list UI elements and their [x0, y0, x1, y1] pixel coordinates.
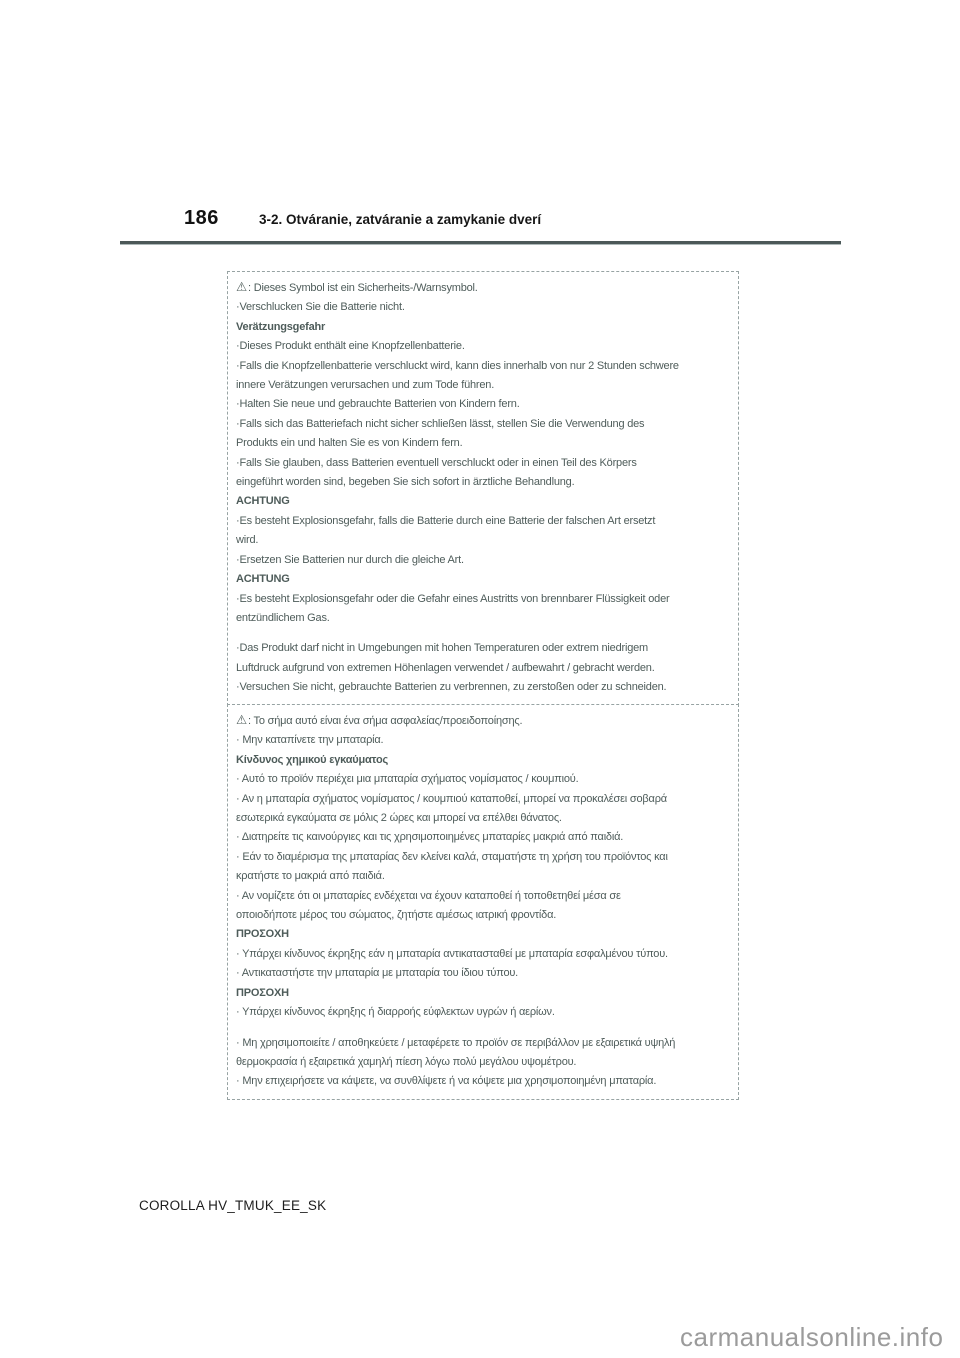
- text-line: · Αν η μπαταρία σχήματος νομίσματος / κουμπιού καταποθεί, μπορεί να προκαλέσει σοβαρά: [236, 792, 667, 805]
- watermark-text: carmanualsonline.info: [680, 1322, 944, 1352]
- text-line: innere Verätzungen verursachen und zum Tode führen.: [236, 379, 495, 392]
- text-line: ·Dieses Produkt enthält eine Knopfzellenbatterie.: [236, 340, 465, 353]
- text-line: · Εάν το διαμέρισμα της μπαταρίας δεν κλείνει καλά, σταματήστε τη χρήση του προϊόντος και: [236, 850, 668, 863]
- text-line: · Υπάρχει κίνδυνος έκρηξης εάν η μπαταρία αντικατασταθεί με μπαταρία εσφαλμένου τύπου.: [236, 947, 668, 960]
- text-line: · Αντικαταστήστε την μπαταρία με μπαταρία του ίδιου τύπου.: [236, 967, 519, 980]
- warning-triangle-icon: ⚠: [236, 713, 248, 727]
- warning-box-greek: [227, 704, 739, 1100]
- text-line: · Διατηρείτε τις καινούργιες και τις χρησιμοποιημένες μπαταρίες μακριά από παιδιά.: [236, 831, 624, 844]
- warning-symbol-line: [236, 711, 736, 731]
- text-line: · Μην επιχειρήσετε να κάψετε, να συνθλίψετε ή να κόψετε μια χρησιμοποιημένη μπαταρία.: [236, 1075, 657, 1088]
- text-line: : Dieses Symbol ist ein Sicherheits-/Warnsymbol.: [248, 282, 478, 294]
- document-code: COROLLA HV_TMUK_EE_SK: [139, 1198, 327, 1213]
- warning-box-german: [227, 271, 739, 706]
- text-line: θερμοκρασία ή εξαιρετικά χαμηλή πίεση λόγω πολύ μεγάλου υψομέτρου.: [236, 1055, 577, 1068]
- text-line: wird.: [236, 534, 259, 547]
- text-line: · Μη χρησιμοποιείτε / αποθηκεύετε / μεταφέρετε το προϊόν σε περιβάλλον με εξαιρετικά υψηλή: [236, 1036, 676, 1049]
- warning-symbol-line: [236, 278, 736, 298]
- text-line: ·Falls Sie glauben, dass Batterien eventuell verschluckt oder in einen Teil des Körpers: [236, 456, 637, 469]
- text-line: · Αυτό το προϊόν περιέχει μια μπαταρία σχήματος νομίσματος / κουμπιού.: [236, 773, 579, 786]
- section-heading: ACHTUNG: [236, 573, 290, 586]
- text-line: ·Falls sich das Batteriefach nicht sicher schließen lässt, stellen Sie die Verwendung des: [236, 417, 645, 430]
- text-line: ·Verschlucken Sie die Batterie nicht.: [236, 301, 405, 314]
- text-line: κρατήστε το μακριά από παιδιά.: [236, 870, 385, 883]
- text-line: ·Falls die Knopfzellenbatterie verschluckt wird, kann dies innerhalb von nur 2 Stunden schwere: [236, 359, 679, 372]
- text-line: οποιοδήποτε μέρος του σώματος, ζητήστε αμέσως ιατρική φροντίδα.: [236, 909, 557, 922]
- page-number: 186: [184, 207, 219, 229]
- text-line: eingeführt worden sind, begeben Sie sich sofort in ärztliche Behandlung.: [236, 476, 575, 489]
- warning-triangle-icon: ⚠: [236, 280, 248, 294]
- section-heading: ΠΡΟΣΟΧΗ: [236, 986, 289, 999]
- text-line: ·Versuchen Sie nicht, gebrauchte Batterien zu verbrennen, zu zerstoßen oder zu schneiden.: [236, 681, 667, 694]
- text-line: entzündlichem Gas.: [236, 611, 330, 624]
- text-line: ·Es besteht Explosionsgefahr, falls die Batterie durch eine Batterie der falschen Art ersetzt: [236, 514, 656, 527]
- text-line: : Το σήμα αυτό είναι ένα σήμα ασφαλείας/προειδοποίησης.: [248, 715, 523, 727]
- text-line: · Αν νομίζετε ότι οι μπαταρίες ενδέχεται να έχουν καταποθεί ή τοποθετηθεί μέσα σε: [236, 889, 621, 902]
- text-line: εσωτερικά εγκαύματα σε μόλις 2 ώρες και μπορεί να επέλθει θάνατος.: [236, 812, 562, 825]
- section-heading: ACHTUNG: [236, 495, 290, 508]
- text-line: ·Ersetzen Sie Batterien nur durch die gleiche Art.: [236, 553, 464, 566]
- text-line: Luftdruck aufgrund von extremen Höhenlagen verwendet / aufbewahrt / gebracht werden.: [236, 661, 655, 674]
- text-line: ·Halten Sie neue und gebrauchte Batterien von Kindern fern.: [236, 398, 520, 411]
- text-line: · Μην καταπίνετε την μπαταρία.: [236, 734, 384, 747]
- text-line: · Υπάρχει κίνδυνος έκρηξης ή διαρροής εύφλεκτων υγρών ή αερίων.: [236, 1006, 555, 1019]
- section-heading: Κίνδυνος χημικού εγκαύματος: [236, 753, 388, 766]
- text-line: ·Es besteht Explosionsgefahr oder die Gefahr eines Austritts von brennbarer Flüssigkeit oder: [236, 592, 670, 605]
- page-title: 3-2. Otváranie, zatváranie a zamykanie dverí: [259, 212, 542, 227]
- section-heading: ΠΡΟΣΟΧΗ: [236, 928, 289, 941]
- text-line: ·Das Produkt darf nicht in Umgebungen mit hohen Temperaturen oder extrem niedrigem: [236, 642, 649, 655]
- section-heading: Verätzungsgefahr: [236, 320, 326, 333]
- text-line: Produkts ein und halten Sie es von Kindern fern.: [236, 437, 463, 450]
- header-rule: [120, 241, 841, 245]
